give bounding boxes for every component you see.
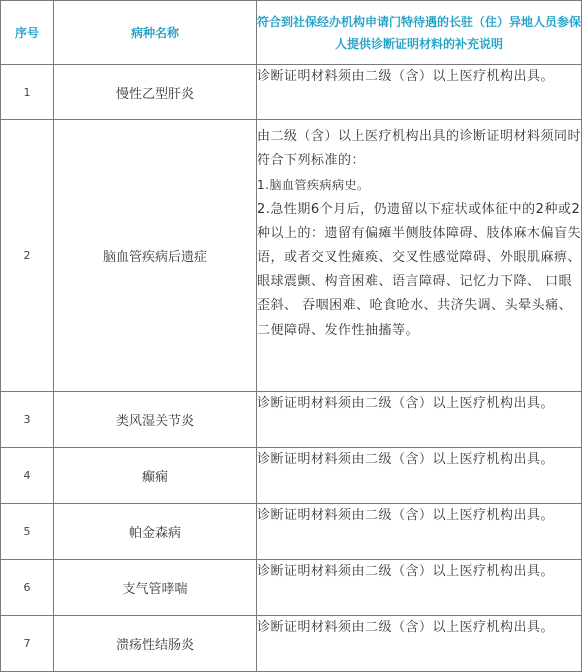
diagnosis-requirement: [257, 616, 582, 672]
row-number: 2: [1, 120, 54, 392]
criterion-1: 1.脑血管疾病病史。: [257, 178, 370, 193]
disease-name: 脑血管疾病后遗症: [54, 120, 257, 392]
header-supplementary-notes: 符合到社保经办机构申请门特待遇的长驻（住）异地人员参保人提供诊断证明材料的补充说明: [257, 1, 582, 65]
requirement-text: 由二级（含）以上医疗机构出具的诊断证明材料须同时符合下列标准的：: [257, 129, 582, 169]
requirement-text: 诊断证明材料须由二级（含）以上医疗机构出具。: [257, 564, 555, 579]
diagnosis-requirement: [257, 560, 582, 616]
row-number: 7: [1, 616, 54, 672]
disease-name: 溃疡性结肠炎: [54, 616, 257, 672]
header-serial-number: 序号: [1, 1, 54, 65]
table-row: [1, 120, 582, 392]
requirement-text: 诊断证明材料须由二级（含）以上医疗机构出具。: [257, 452, 555, 467]
disease-name: 帕金森病: [54, 504, 257, 560]
header-disease-name: 病种名称: [54, 1, 257, 65]
diagnosis-requirement: [257, 65, 582, 120]
requirement-text: 诊断证明材料须由二级（含）以上医疗机构出具。: [257, 508, 555, 523]
diagnosis-requirement: [257, 392, 582, 448]
requirement-text: 诊断证明材料须由二级（含）以上医疗机构出具。: [257, 69, 555, 84]
table-row: [1, 392, 582, 448]
diagnosis-requirement: [257, 448, 582, 504]
row-number: 1: [1, 65, 54, 120]
disease-name: 支气管哮喘: [54, 560, 257, 616]
disease-name: 类风湿关节炎: [54, 392, 257, 448]
table-header-row: [1, 1, 582, 65]
table-row: [1, 560, 582, 616]
requirement-text: 诊断证明材料须由二级（含）以上医疗机构出具。: [257, 396, 555, 411]
criterion-2: 2.急性期6个月后，仍遗留以下症状或体征中的2种或2种以上的：遗留有偏瘫半侧肢体障碍、肢体麻木偏盲失语，或者交叉性瘫痪、交叉性感觉障碍、外眼肌麻痹、眼球震颤、构音困难、语言障碍、记忆力下降、 口眼歪斜、 吞咽困难、呛食呛水、共济失调、头晕头痛、二便障碍、发作性抽搐等。: [257, 201, 582, 338]
table-row: [1, 616, 582, 672]
diagnosis-requirement: [257, 504, 582, 560]
row-number: 4: [1, 448, 54, 504]
table-row: [1, 504, 582, 560]
diagnosis-requirement: [257, 120, 582, 392]
table-row: [1, 65, 582, 120]
row-number: 3: [1, 392, 54, 448]
disease-name: 慢性乙型肝炎: [54, 65, 257, 120]
table-row: [1, 448, 582, 504]
row-number: 5: [1, 504, 54, 560]
requirement-text: 诊断证明材料须由二级（含）以上医疗机构出具。: [257, 620, 555, 635]
disease-name: 癫痫: [54, 448, 257, 504]
row-number: 6: [1, 560, 54, 616]
